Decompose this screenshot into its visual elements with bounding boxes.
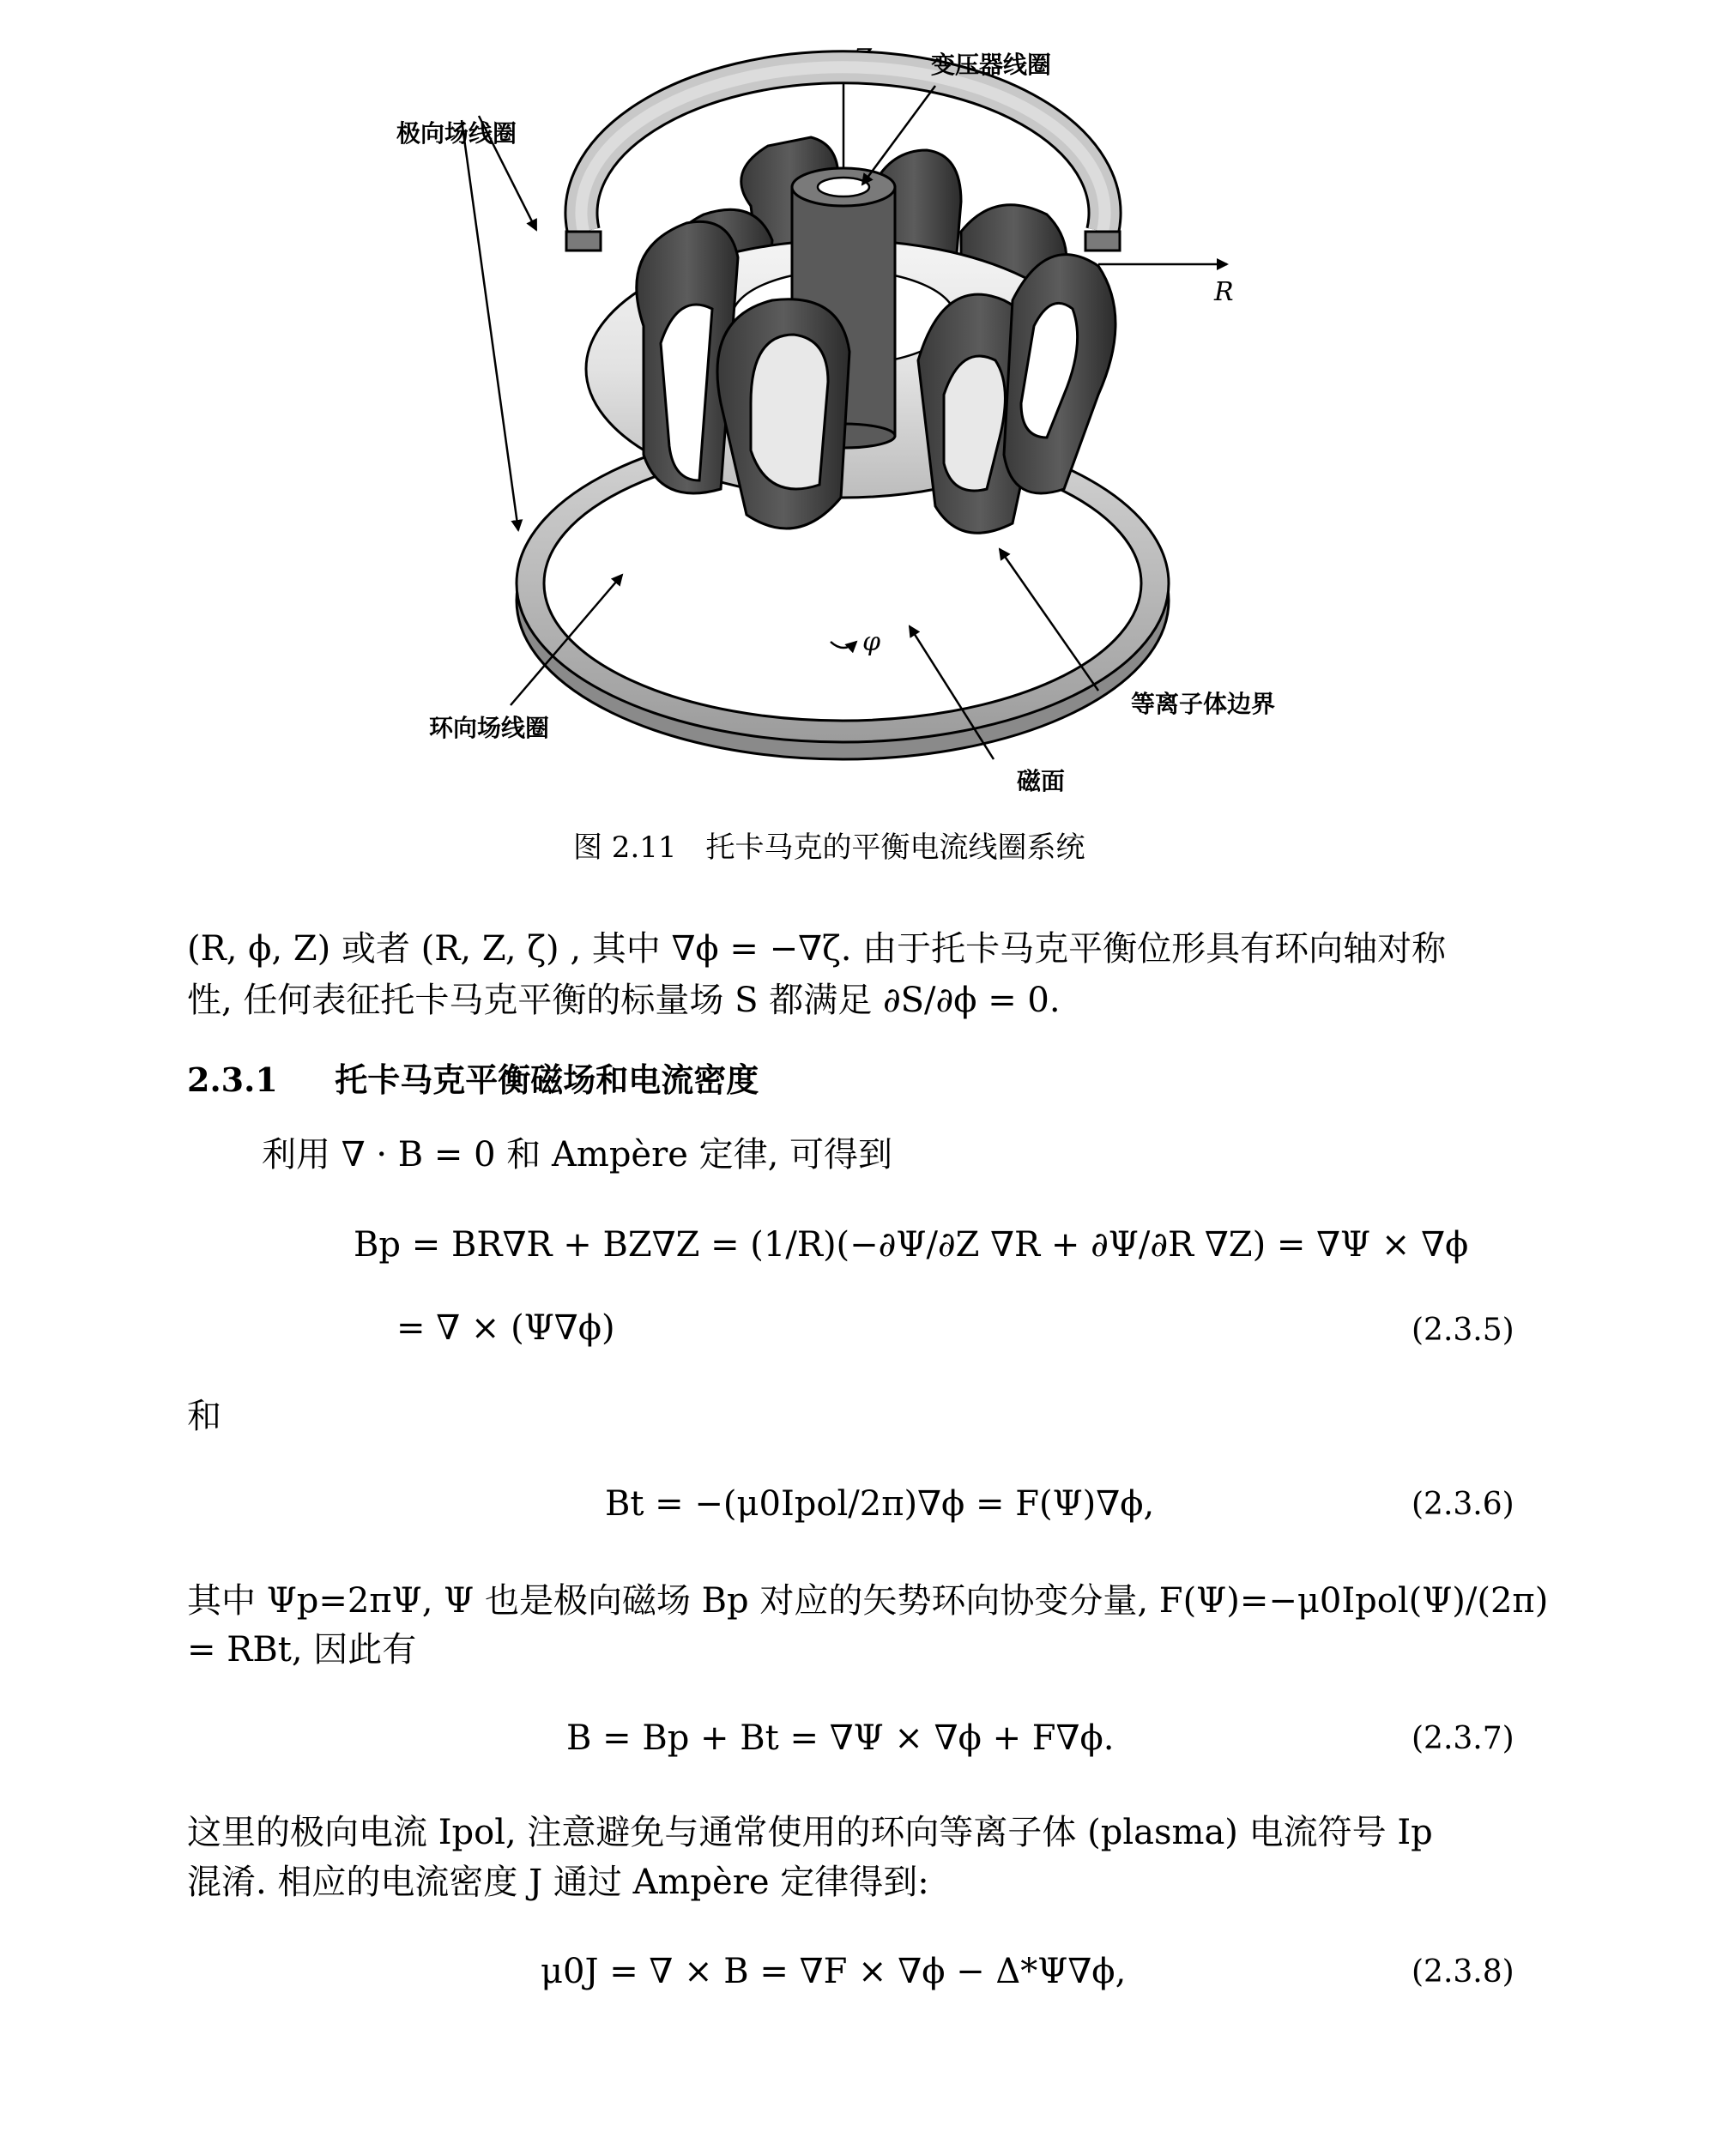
label-toroidal-coil: 环向场线圈 [429, 714, 550, 742]
paragraph-1-line-1: (R, ϕ, Z) 或者 (R, Z, ζ) , 其中 ∇ϕ = −∇ζ. 由于托卡马克平衡位形具有环向轴对称 [187, 929, 1447, 969]
section-heading [187, 1054, 759, 1101]
equation-number-2-3-7: (2.3.7) [1412, 1721, 1514, 1756]
section-number: 2.3.1 [187, 1060, 278, 1099]
equation-number-2-3-8: (2.3.8) [1412, 1954, 1514, 1990]
paragraph-4-line-1: 这里的极向电流 Ipol, 注意避免与通常使用的环向等离子体 (plasma) 电流符号 Ip [187, 1813, 1433, 1852]
phi-axis-label: φ [862, 627, 881, 657]
section-title: 托卡马克平衡磁场和电流密度 [335, 1061, 759, 1099]
equation-2-3-7: B = Bp + Bt = ∇Ψ × ∇ϕ + F∇ϕ. [566, 1718, 1115, 1758]
label-transformer-coil: 变压器线圈 [931, 51, 1052, 79]
z-axis-label: Z [854, 44, 872, 74]
paragraph-4-line-2: 混淆. 相应的电流密度 J 通过 Ampère 定律得到: [187, 1863, 929, 1902]
equation-number-2-3-5: (2.3.5) [1412, 1313, 1514, 1348]
conjunction-and: 和 [187, 1397, 221, 1436]
label-plasma-boundary: 等离子体边界 [1131, 690, 1276, 718]
paragraph-3-line-1: 其中 Ψp=2πΨ, Ψ 也是极向磁场 Bp 对应的矢势环向协变分量, F(Ψ)=−μ0Ipol(Ψ)/(2π) [187, 1581, 1549, 1621]
label-flux-surface: 磁面 [1017, 767, 1066, 795]
equation-2-3-5-line-2: = ∇ × (Ψ∇ϕ) [396, 1308, 615, 1348]
tokamak-coil-figure [360, 34, 1364, 832]
r-axis-label: R [1214, 277, 1234, 307]
equation-2-3-5-line-1: Bp = BR∇R + BZ∇Z = (1/R)(−∂Ψ/∂Z ∇R + ∂Ψ/∂R ∇Z) = ∇Ψ × ∇ϕ [354, 1225, 1469, 1265]
paragraph-3-line-2: = RBt, 因此有 [187, 1630, 417, 1670]
equation-2-3-8: μ0J = ∇ × B = ∇F × ∇ϕ − Δ*Ψ∇ϕ, [541, 1952, 1127, 1991]
paragraph-1-line-2: 性, 任何表征托卡马克平衡的标量场 S 都满足 ∂S/∂ϕ = 0. [187, 981, 1061, 1020]
equation-number-2-3-6: (2.3.6) [1412, 1487, 1514, 1522]
equation-2-3-6: Bt = −(μ0Ipol/2π)∇ϕ = F(Ψ)∇ϕ, [605, 1484, 1155, 1524]
figure-caption: 图 2.11 托卡马克的平衡电流线圈系统 [573, 830, 1085, 865]
paragraph-2: 利用 ∇ · B = 0 和 Ampère 定律, 可得到 [262, 1135, 893, 1175]
label-poloidal-coil: 极向场线圈 [396, 119, 517, 148]
